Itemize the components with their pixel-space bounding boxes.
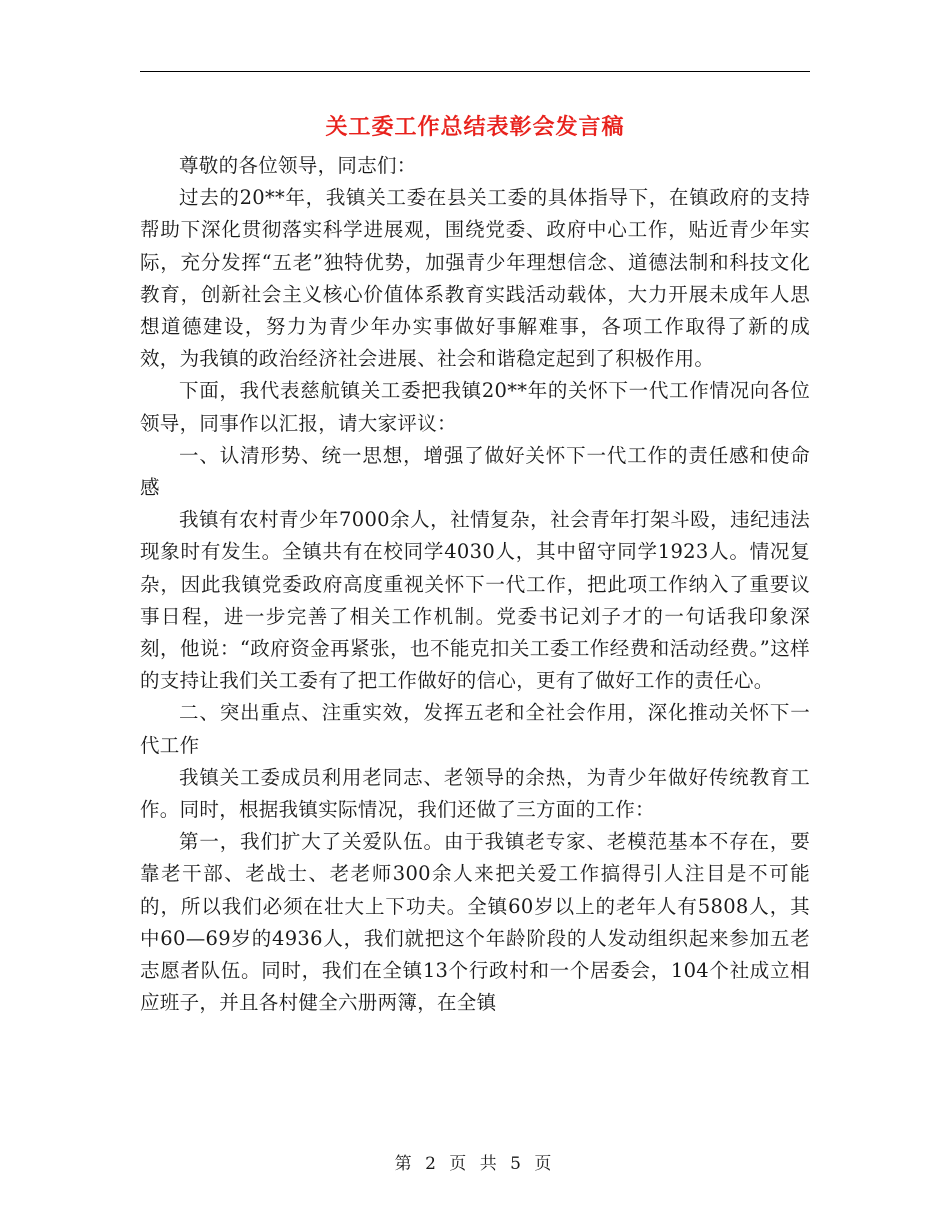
document-title: 关工委工作总结表彰会发言稿 <box>325 114 625 140</box>
paragraph-point-1: 第一，我们扩大了关爱队伍。由于我镇老专家、老模范基本不存在，要靠老干部、老战士、老老师300余人来把关爱工作搞得引人注目是不可能的，所以我们必须在壮大上下功夫。全镇60岁以上的老年人有5808人，其中60—69岁的4936人，我们就把这个年龄阶段的人发动组织起来参加五老志愿者队伍。同时，我们在全镇13个行政村和一个居委会，104个社成立相应班子，并且各村健全六册两簿，在全镇 <box>140 830 810 1015</box>
section-heading-2: 二、突出重点、注重实效，发挥五老和全社会作用，深化推动关怀下一代工作 <box>140 701 810 757</box>
paragraph-report: 下面，我代表慈航镇关工委把我镇20**年的关怀下一代工作情况向各位领导，同事作以汇报，请大家评议： <box>140 379 810 435</box>
paragraph-salutation: 尊敬的各位领导，同志们： <box>179 154 417 177</box>
section-heading-1: 一、认清形势、统一思想，增强了做好关怀下一代工作的责任感和使命感 <box>140 443 810 500</box>
paragraph-intro: 过去的20**年，我镇关工委在县关工委的具体指导下，在镇政府的支持帮助下深化贯彻落实科学进展观，围绕党委、政府中心工作，贴近青少年实际，充分发挥“五老”独特优势，加强青少年理想信念、道德法制和科技文化教育，创新社会主义核心价值体系教育实践活动载体，大力开展未成年人思想道德建设，努力为青少年办实事做好事解难事，各项工作取得了新的成效，为我镇的政治经济社会进展、社会和谐稳定起到了积极作用。 <box>140 186 810 371</box>
page-number-footer: 第 2 页 共 5 页 <box>394 1154 556 1174</box>
header-rule <box>140 71 810 72</box>
paragraph-section-1: 我镇有农村青少年7000余人，社情复杂，社会青年打架斗殴，违纪违法现象时有发生。全镇共有在校同学4030人，其中留守同学1923人。情况复杂，因此我镇党委政府高度重视关怀下一代工作，把此项工作纳入了重要议事日程，进一步完善了相关工作机制。党委书记刘子才的一句话我印象深刻，他说：“政府资金再紧张，也不能克扣关工委工作经费和活动经费。”这样的支持让我们关工委有了把工作做好的信心，更有了做好工作的责任心。 <box>140 508 810 693</box>
paragraph-section-2: 我镇关工委成员利用老同志、老领导的余热，为青少年做好传统教育工作。同时，根据我镇实际情况，我们还做了三方面的工作： <box>140 765 810 822</box>
document-body <box>140 150 810 1019</box>
